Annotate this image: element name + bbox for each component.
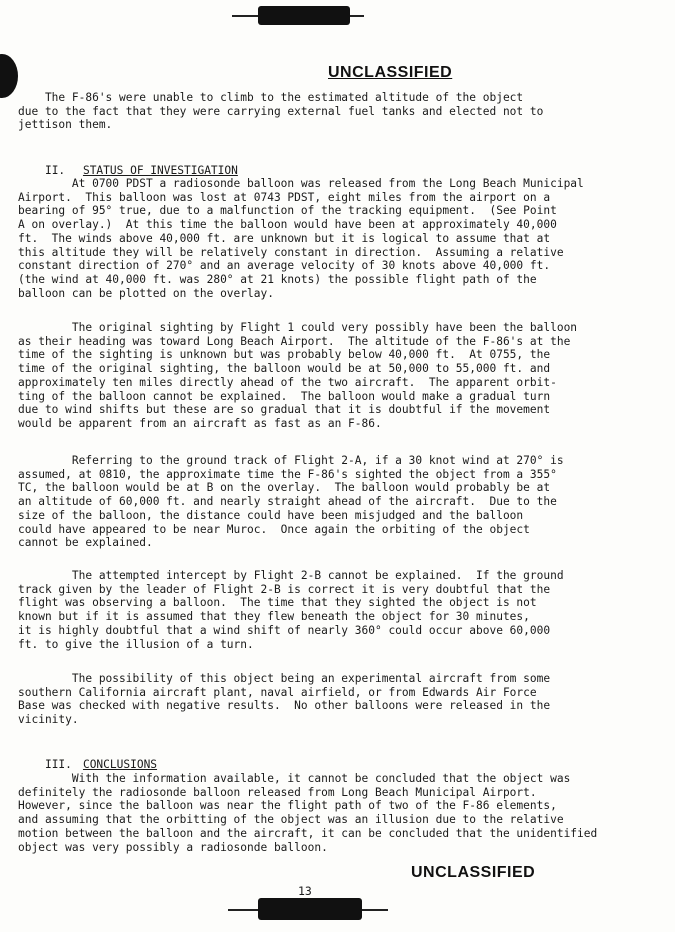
intro-paragraph: The F-86's were unable to climb to the estimated altitude of the object due to the fact that they were carrying external fuel tanks and elected not to jettison them. [18,91,544,132]
classification-stamp-top: UNCLASSIFIED [328,64,453,81]
binder-hole-mark [0,54,18,98]
section-title: CONCLUSIONS [82,757,158,771]
paragraph-experimental-aircraft: The possibility of this object being an experimental aircraft from some southern California aircraft plant, naval airfield, or from Edwards Air Force Base was checked with negative results. No other balloons were released in the vicinity. [18,672,551,727]
top-redaction-block [258,6,350,25]
section-title: STATUS OF INVESTIGATION [82,163,238,177]
classification-stamp-bottom: UNCLASSIFIED [411,864,536,881]
paragraph-flight-1: The original sighting by Flight 1 could very possibly have been the balloon as their heading was toward Long Beach Airport. The altitude of the F-86's at the time of the sighting is unknown but was probably below 40,000 ft. At 0755, the time of the original sighting, the balloon would be at 50,000 to 55,000 ft. and approximately ten miles directly ahead of the two aircraft. The apparent orbit- ting of the balloon cannot be explained. The balloon would make a gradual turn due to wind shifts but these are so gradual that it is doubtful if the movement would be apparent from an aircraft as fast as an F-86. [18,321,578,430]
bottom-redaction-block [258,898,362,920]
paragraph-flight-2b: The attempted intercept by Flight 2-B cannot be explained. If the ground track given by the leader of Flight 2-B is correct it is very doubtful that the flight was observing a balloon. The time that they sighted the object is not known but if it is assumed that they flew beneath the object for 30 minutes, it is highly doubtful that a wind shift of nearly 360° could occur above 60,000 ft. to give the illusion of a turn. [18,569,564,651]
page-number: 13 [298,884,312,898]
paragraph-conclusions: With the information available, it cannot be concluded that the object was definitely the radiosonde balloon released from Long Beach Municipal Airport. However, since the balloon was near the flight path of two of the F-86 elements, and assuming that the orbitting of the object was an illusion due to the relative motion between the balloon and the aircraft, it can be concluded that the unidentified object was very possibly a radiosonde balloon. [18,772,598,854]
paragraph-radiosonde-release: At 0700 PDST a radiosonde balloon was released from the Long Beach Municipal Airport. This balloon was lost at 0743 PDST, eight miles from the airport on a bearing of 95° true, due to a malfunction of the tracking equipment. (See Point A on overlay.) At this time the balloon would have been at approximately 40,000 ft. The winds above 40,000 ft. are unknown but it is logical to assume that at this altitude they will be relatively constant in direction. Assuming a relative constant direction of 270° and an average velocity of 30 knots above 40,000 ft. (the wind at 40,000 ft. was 280° at 21 knots) the possible flight path of the balloon can be plotted on the overlay. [18,177,584,300]
paragraph-flight-2a: Referring to the ground track of Flight 2-A, if a 30 knot wind at 270° is assumed, at 0810, the approximate time the F-86's sighted the object from a 355° TC, the balloon would be at B on the overlay. The balloon would probably be at an altitude of 60,000 ft. and nearly straight ahead of the aircraft. Due to the size of the balloon, the distance could have been misjudged and the balloon could have appeared to be near Muroc. Once again the orbiting of the object cannot be explained. [18,454,564,550]
section-number: III. [44,757,72,771]
section-number: II. [44,163,66,177]
